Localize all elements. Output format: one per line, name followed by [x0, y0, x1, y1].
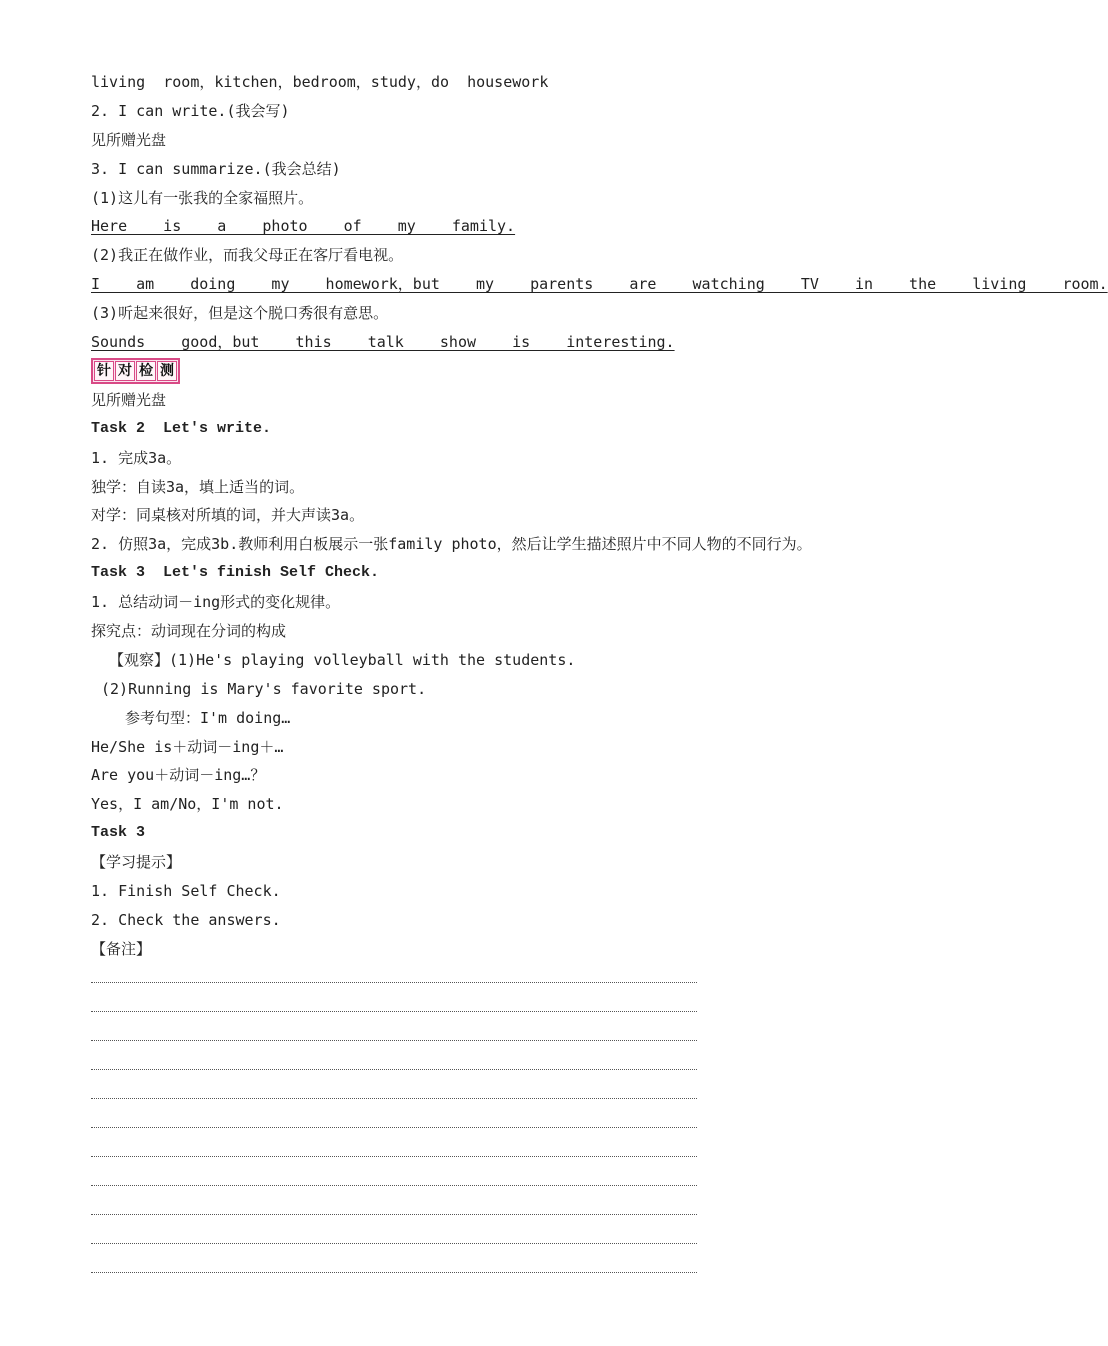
explore-point: 探究点：动词现在分词的构成 [91, 622, 287, 641]
note-line [91, 982, 697, 983]
task-3-step-1: 1. 总结动词－ing形式的变化规律。 [91, 593, 341, 612]
note-line [91, 1069, 697, 1070]
pattern-he-she: He/She is＋动词－ing＋… [91, 737, 284, 756]
tip-1: 1. Finish Self Check. [91, 882, 281, 901]
observe-example-1: 【观察】(1)He's playing volleyball with the students. [109, 650, 576, 669]
note-line [91, 1011, 697, 1012]
banner-char: 测 [157, 361, 177, 381]
task-2-heading: Task 2 Let's write. [91, 419, 272, 437]
document-body [91, 68, 1108, 964]
notes-area [91, 982, 697, 1301]
note-line [91, 1040, 697, 1041]
prompt-2: (2)我正在做作业，而我父母正在客厅看电视。 [91, 246, 404, 265]
pattern-yes-no: Yes，I am/No，I'm not. [91, 795, 284, 814]
tip-2: 2. Check the answers. [91, 910, 281, 929]
banner-char: 针 [94, 361, 114, 381]
pair-study-line: 对学：同桌核对所填的词，并大声读3a。 [91, 506, 365, 525]
section-banner [91, 358, 180, 384]
notes-heading: 【备注】 [91, 939, 152, 958]
note-line [91, 1272, 697, 1273]
see-disc-note: 见所赠光盘 [91, 390, 167, 409]
pattern-are-you: Are you＋动词－ing…？ [91, 766, 266, 785]
banner-char: 检 [136, 361, 156, 381]
note-line [91, 1243, 697, 1244]
note-line [91, 1098, 697, 1099]
reference-pattern: 参考句型：I'm doing… [125, 708, 291, 727]
task-3-label: Task 3 [91, 824, 146, 842]
prompt-3: (3)听起来很好，但是这个脱口秀很有意思。 [91, 304, 389, 323]
note-line [91, 1127, 697, 1128]
study-tips-heading: 【学习提示】 [91, 853, 182, 872]
see-disc-note: 见所赠光盘 [91, 130, 167, 149]
self-study-line: 独学：自读3a，填上适当的词。 [91, 477, 305, 496]
answer-1: Here is a photo of my family. [91, 217, 516, 236]
observe-example-2: (2)Running is Mary's favorite sport. [101, 679, 427, 698]
prompt-1: (1)这儿有一张我的全家福照片。 [91, 188, 314, 207]
task-2-step-2: 2. 仿照3a，完成3b.教师利用白板展示一张family photo，然后让学生描述照片中不同人物的不同行为。 [91, 535, 812, 554]
task-2-step-1: 1. 完成3a。 [91, 448, 182, 467]
task-3-heading: Task 3 Let's finish Self Check. [91, 564, 380, 582]
banner-char: 对 [115, 361, 135, 381]
note-line [91, 1156, 697, 1157]
answer-2: I am doing my homework，but my parents are watching TV in the living room. [91, 275, 1108, 294]
note-line [91, 1185, 697, 1186]
item-i-can-write: 2. I can write.(我会写) [91, 101, 290, 120]
answer-3: Sounds good，but this talk show is interesting. [91, 333, 675, 352]
item-i-can-summarize: 3. I can summarize.(我会总结) [91, 159, 341, 178]
note-line [91, 1214, 697, 1215]
vocab-line: living room，kitchen，bedroom，study，do housework [91, 73, 549, 91]
